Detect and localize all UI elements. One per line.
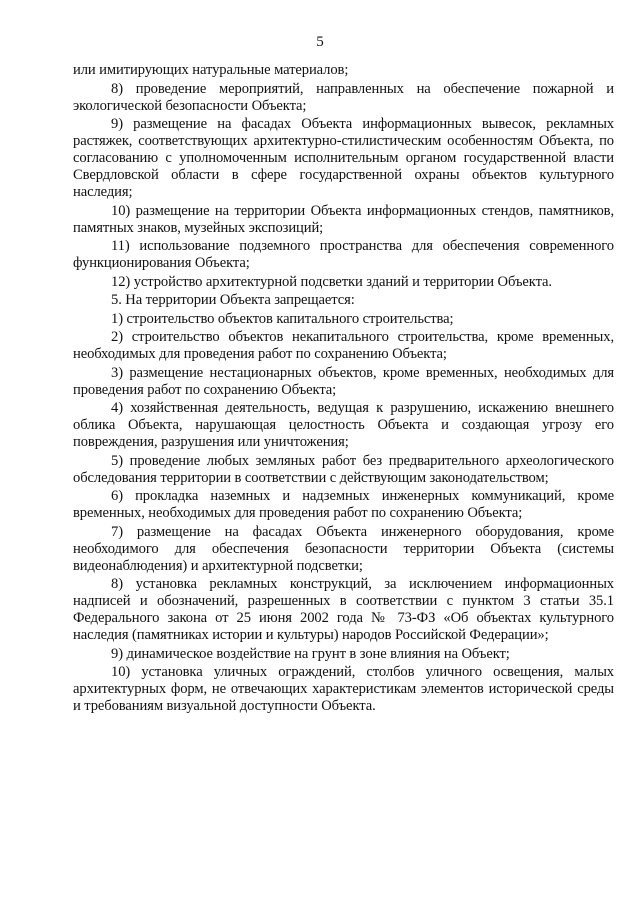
page-number: 5 [316,34,324,50]
prohibition-item-2: 2) строительство объектов некапитального строительства, кроме временных, необходимых для проведения работ по сохранению Объекта; [73,329,614,362]
paragraph-item-11: 11) использование подземного пространства для обеспечения современного функционирования Объекта; [73,238,614,271]
prohibition-item-3: 3) размещение нестационарных объектов, кроме временных, необходимых для проведения работ по сохранению Объекта; [73,364,614,398]
paragraph-item-12: 12) устройство архитектурной подсветки зданий и территории Объекта. [111,273,552,290]
prohibition-item-9: 9) динамическое воздействие на грунт в зоне влияния на Объект; [111,645,510,662]
prohibition-item-10: 10) установка уличных ограждений, столбов уличного освещения, малых архитектурных форм, не отвечающих характеристикам элементов исторической среды и требованиям визуальной доступности Объекта. [73,664,614,714]
document-body [73,62,614,717]
prohibition-item-7: 7) размещение на фасадах Объекта инженерного оборудования, кроме необходимого для обеспечения безопасности территории Объекта (системы видеонаблюдения) и архитектурной подсветки; [73,523,614,574]
section-heading-5: 5. На территории Объекта запрещается: [111,292,355,308]
prohibition-item-5: 5) проведение любых земляных работ без предварительного археологического обследования территории в соответствии с действующим законодательством; [73,452,614,486]
paragraph-item-8: 8) проведение мероприятий, направленных на обеспечение пожарной и экологической безопасности Объекта; [73,80,614,114]
prohibition-item-1: 1) строительство объектов капитального строительства; [111,310,454,327]
prohibition-item-6: 6) прокладка наземных и надземных инженерных коммуникаций, кроме временных, необходимых для проведения работ по сохранению Объекта; [73,488,614,521]
paragraph-item-10: 10) размещение на территории Объекта информационных стендов, памятников, памятных знаков, музейных экспозиций; [73,202,614,236]
paragraph-continuation: или имитирующих натуральные материалов; [73,62,349,78]
paragraph-item-9: 9) размещение на фасадах Объекта информационных вывесок, рекламных растяжек, соответствующих архитектурно-стилистическим особенностям Объекта, по согласованию с уполномоченным исполнительным органом государственной власти Свердловской области в сфере государственной охраны объектов культурного наследия; [73,116,614,200]
prohibition-item-4: 4) хозяйственная деятельность, ведущая к разрушению, искажению внешнего облика Объекта, нарушающая целостность Объекта и создающая угрозу его повреждения, разрушения или уничтожения; [73,400,614,450]
prohibition-item-8: 8) установка рекламных конструкций, за исключением информационных надписей и обозначений, разрешенных в соответствии с пунктом 3 статьи 35.1 Федерального закона от 25 июня 2002 года № 73-ФЗ «Об объектах культурного наследия (памятниках истории и культуры) народов Российской Федерации»; [73,576,614,643]
